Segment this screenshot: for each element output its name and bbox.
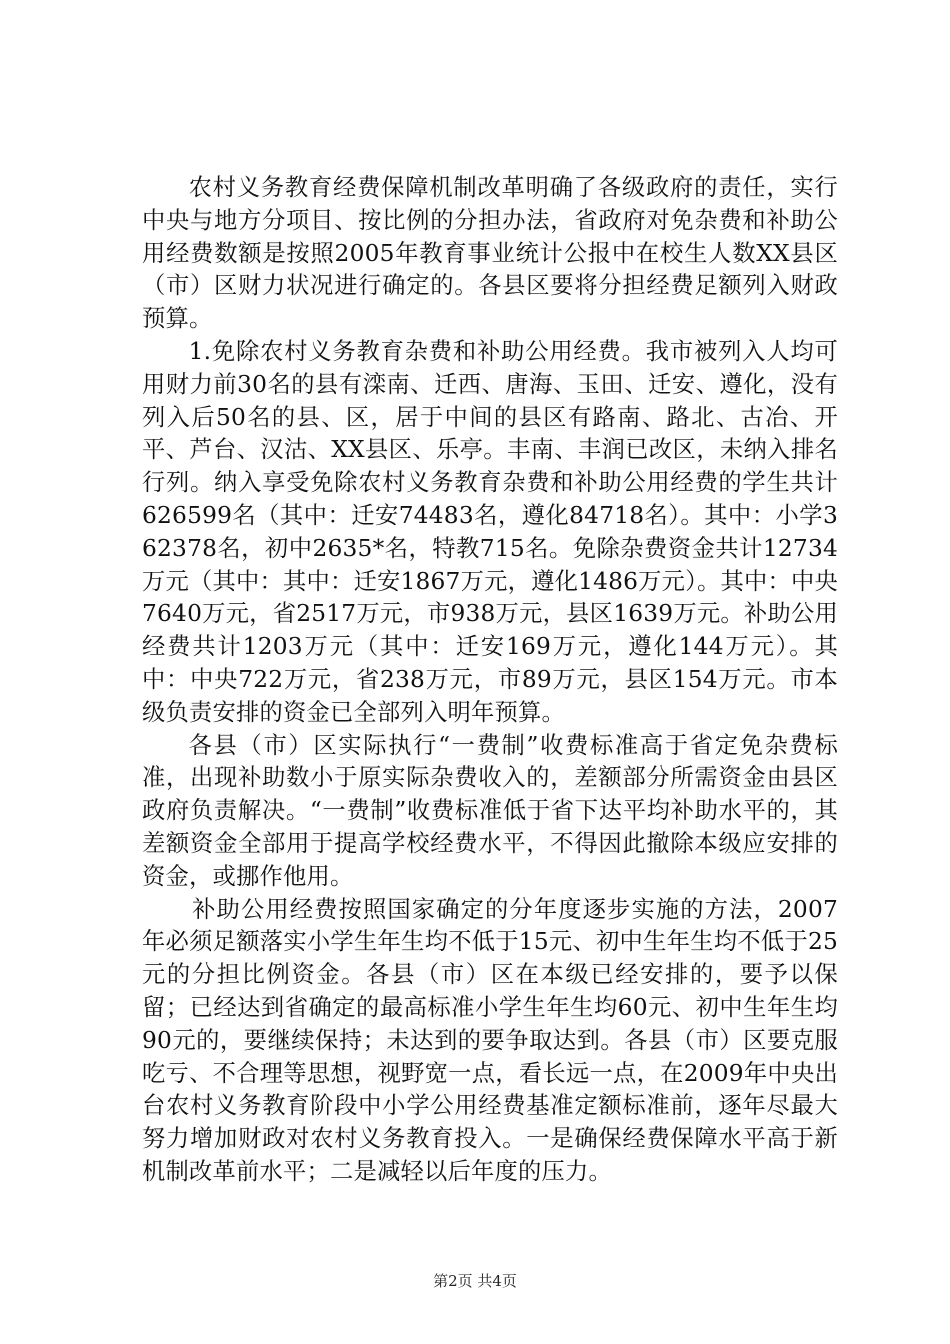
paragraph-one-fee-system: 各县（市）区实际执行“一费制”收费标准高于省定免杂费标准，出现补助数小于原实际杂费收入的，差额部分所需资金由县区政府负责解决。“一费制”收费标准低于省下达平均补助水平的，其差额资金全部用于提高学校经费水平，不得因此撤除本级应安排的资金，或挪作他用。 — [142, 731, 838, 890]
paragraph-fee-exemption: 1.免除农村义务教育杂费和补助公用经费。我市被列入人均可用财力前30名的县有滦南、迁西、唐海、玉田、迁安、遵化，没有列入后50名的县、区，居于中间的县区有路南、路北、古冶、开平、芦台、汉沽、XX县区、乐亭。丰南、丰润已改区，未纳入排名行列。纳入享受免除农村义务教育杂费和补助公用经费的学生共计626599名（其中：迁安74483名，遵化84718名）。其中：小学362378名，初中2635*名，特教715名。免除杂费资金共计12734万元（其中：其中：迁安1867万元，遵化1486万元）。其中：中央7640万元，省2517万元，市938万元，县区1639万元。补助公用经费共计1203万元（其中：迁安169万元，遵化144万元）。其中：中央722万元，省238万元，市89万元，县区154万元。市本级负责安排的资金已全部列入明年预算。 — [142, 337, 838, 726]
page-number-footer: 第2页 共4页 — [433, 1272, 517, 1290]
document-body — [142, 172, 838, 1189]
paragraph-responsibility: 农村义务教育经费保障机制改革明确了各级政府的责任，实行中央与地方分项目、按比例的分担办法，省政府对免杂费和补助公用经费数额是按照2005年教育事业统计公报中在校生人数XX县区（市）区财力状况进行确定的。各县区要将分担经费足额列入财政预算。 — [142, 174, 838, 333]
paragraph-public-funding: 补助公用经费按照国家确定的分年度逐步实施的方法，2007年必须足额落实小学生年生均不低于15元、初中生年生均不低于25元的分担比例资金。各县（市）区在本级已经安排的，要予以保留；已经达到省确定的最高标准小学生年生均60元、初中生年生均90元的，要继续保持；未达到的要争取达到。各县（市）区要克服吃亏、不合理等思想，视野宽一点，看长远一点，在2009年中央出台农村义务教育阶段中小学公用经费基准定额标准前，逐年尽最大努力增加财政对农村义务教育投入。一是确保经费保障水平高于新机制改革前水平；二是减轻以后年度的压力。 — [142, 895, 838, 1185]
